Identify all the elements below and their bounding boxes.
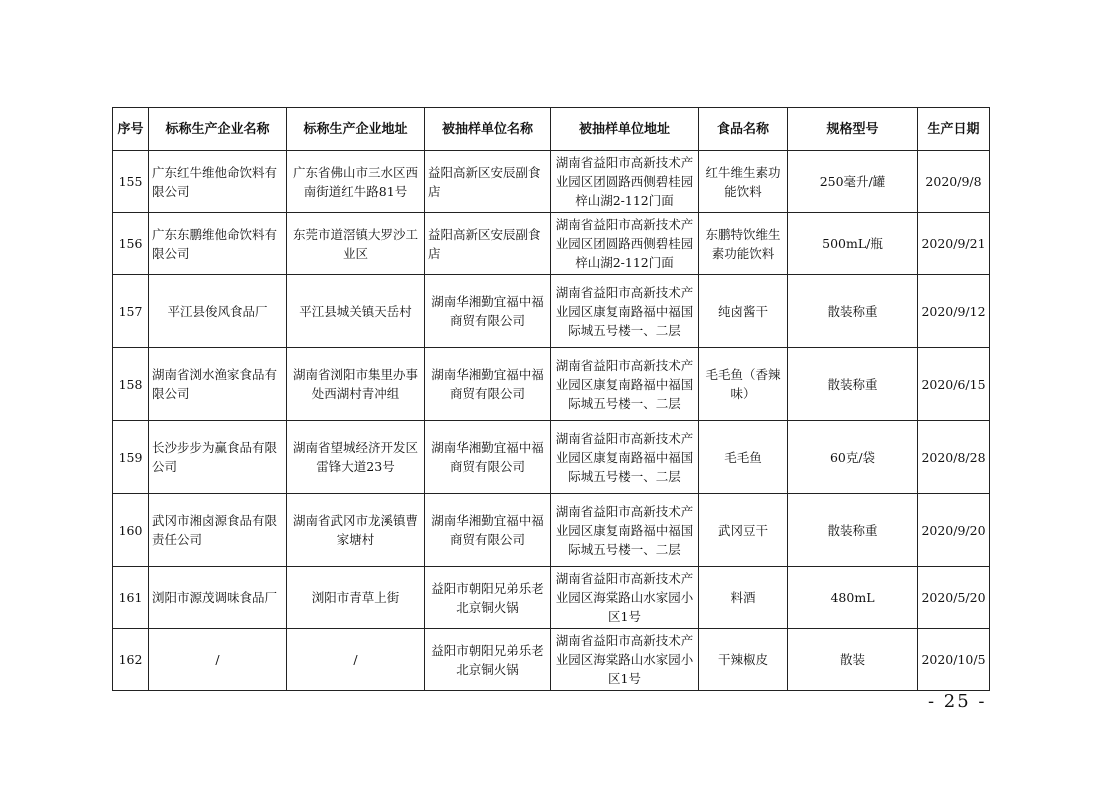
cell-manufacturer-name: 浏阳市源茂调味食品厂	[149, 567, 287, 629]
cell-specification: 散装称重	[788, 494, 918, 567]
cell-serial-number: 160	[113, 494, 149, 567]
header-sampled-unit-address: 被抽样单位地址	[551, 108, 699, 151]
cell-sampled-unit-address: 湖南省益阳市高新技术产业园区康复南路福中福国际城五号楼一、二层	[551, 421, 699, 494]
cell-sampled-unit-address: 湖南省益阳市高新技术产业园区康复南路福中福国际城五号楼一、二层	[551, 275, 699, 348]
cell-manufacturer-name: 湖南省浏水渔家食品有限公司	[149, 348, 287, 421]
cell-production-date: 2020/9/8	[918, 151, 990, 213]
cell-sampled-unit-name: 湖南华湘勤宜福中福商贸有限公司	[425, 494, 551, 567]
cell-manufacturer-name: 广东东鹏维他命饮料有限公司	[149, 213, 287, 275]
cell-food-name: 武冈豆干	[699, 494, 788, 567]
cell-manufacturer-address: 广东省佛山市三水区西南街道红牛路81号	[287, 151, 425, 213]
cell-sampled-unit-address: 湖南省益阳市高新技术产业园区团圆路西侧碧桂园梓山湖2-112门面	[551, 151, 699, 213]
cell-manufacturer-name: 武冈市湘卤源食品有限责任公司	[149, 494, 287, 567]
cell-specification: 散装称重	[788, 275, 918, 348]
cell-sampled-unit-name: 湖南华湘勤宜福中福商贸有限公司	[425, 275, 551, 348]
cell-manufacturer-address: 湖南省浏阳市集里办事处西湖村青冲组	[287, 348, 425, 421]
cell-food-name: 红牛维生素功能饮料	[699, 151, 788, 213]
cell-specification: 散装	[788, 629, 918, 691]
cell-serial-number: 159	[113, 421, 149, 494]
cell-manufacturer-name: 平江县俊风食品厂	[149, 275, 287, 348]
cell-production-date: 2020/8/28	[918, 421, 990, 494]
cell-manufacturer-name: /	[149, 629, 287, 691]
cell-serial-number: 156	[113, 213, 149, 275]
cell-production-date: 2020/6/15	[918, 348, 990, 421]
cell-manufacturer-name: 广东红牛维他命饮料有限公司	[149, 151, 287, 213]
table-row	[113, 151, 990, 213]
cell-specification: 250毫升/罐	[788, 151, 918, 213]
cell-sampled-unit-name: 益阳高新区安辰副食店	[425, 151, 551, 213]
header-specification: 规格型号	[788, 108, 918, 151]
cell-manufacturer-address: 湖南省武冈市龙溪镇曹家塘村	[287, 494, 425, 567]
cell-manufacturer-address: /	[287, 629, 425, 691]
cell-serial-number: 158	[113, 348, 149, 421]
table-row	[113, 421, 990, 494]
cell-production-date: 2020/10/5	[918, 629, 990, 691]
cell-serial-number: 161	[113, 567, 149, 629]
cell-sampled-unit-name: 湖南华湘勤宜福中福商贸有限公司	[425, 348, 551, 421]
cell-sampled-unit-name: 湖南华湘勤宜福中福商贸有限公司	[425, 421, 551, 494]
cell-sampled-unit-name: 益阳市朝阳兄弟乐老北京铜火锅	[425, 567, 551, 629]
header-production-date: 生产日期	[918, 108, 990, 151]
cell-specification: 散装称重	[788, 348, 918, 421]
sampling-results-table	[112, 107, 990, 691]
table-row	[113, 348, 990, 421]
header-food-name: 食品名称	[699, 108, 788, 151]
table-row	[113, 213, 990, 275]
table-row	[113, 567, 990, 629]
cell-production-date: 2020/9/12	[918, 275, 990, 348]
cell-sampled-unit-name: 益阳市朝阳兄弟乐老北京铜火锅	[425, 629, 551, 691]
header-manufacturer-name: 标称生产企业名称	[149, 108, 287, 151]
cell-sampled-unit-address: 湖南省益阳市高新技术产业园区康复南路福中福国际城五号楼一、二层	[551, 494, 699, 567]
cell-sampled-unit-name: 益阳高新区安辰副食店	[425, 213, 551, 275]
cell-sampled-unit-address: 湖南省益阳市高新技术产业园区团圆路西侧碧桂园梓山湖2-112门面	[551, 213, 699, 275]
table-header-row	[113, 108, 990, 151]
cell-serial-number: 155	[113, 151, 149, 213]
table-row	[113, 494, 990, 567]
cell-specification: 500mL/瓶	[788, 213, 918, 275]
header-manufacturer-address: 标称生产企业地址	[287, 108, 425, 151]
cell-food-name: 纯卤酱干	[699, 275, 788, 348]
cell-manufacturer-address: 湖南省望城经济开发区雷锋大道23号	[287, 421, 425, 494]
cell-manufacturer-address: 平江县城关镇天岳村	[287, 275, 425, 348]
header-serial-number: 序号	[113, 108, 149, 151]
cell-manufacturer-address: 浏阳市青草上街	[287, 567, 425, 629]
cell-food-name: 毛毛鱼	[699, 421, 788, 494]
header-sampled-unit-name: 被抽样单位名称	[425, 108, 551, 151]
cell-food-name: 干辣椒皮	[699, 629, 788, 691]
cell-manufacturer-name: 长沙步步为赢食品有限公司	[149, 421, 287, 494]
cell-production-date: 2020/5/20	[918, 567, 990, 629]
cell-sampled-unit-address: 湖南省益阳市高新技术产业园区海棠路山水家园小区1号	[551, 567, 699, 629]
cell-manufacturer-address: 东莞市道滘镇大罗沙工业区	[287, 213, 425, 275]
cell-food-name: 料酒	[699, 567, 788, 629]
cell-food-name: 东鹏特饮维生素功能饮料	[699, 213, 788, 275]
cell-specification: 480mL	[788, 567, 918, 629]
cell-serial-number: 162	[113, 629, 149, 691]
cell-production-date: 2020/9/20	[918, 494, 990, 567]
cell-sampled-unit-address: 湖南省益阳市高新技术产业园区康复南路福中福国际城五号楼一、二层	[551, 348, 699, 421]
table-row	[113, 275, 990, 348]
page-number: - 25 -	[928, 691, 987, 712]
table-row	[113, 629, 990, 691]
cell-production-date: 2020/9/21	[918, 213, 990, 275]
cell-serial-number: 157	[113, 275, 149, 348]
cell-sampled-unit-address: 湖南省益阳市高新技术产业园区海棠路山水家园小区1号	[551, 629, 699, 691]
cell-specification: 60克/袋	[788, 421, 918, 494]
cell-food-name: 毛毛鱼（香辣味）	[699, 348, 788, 421]
